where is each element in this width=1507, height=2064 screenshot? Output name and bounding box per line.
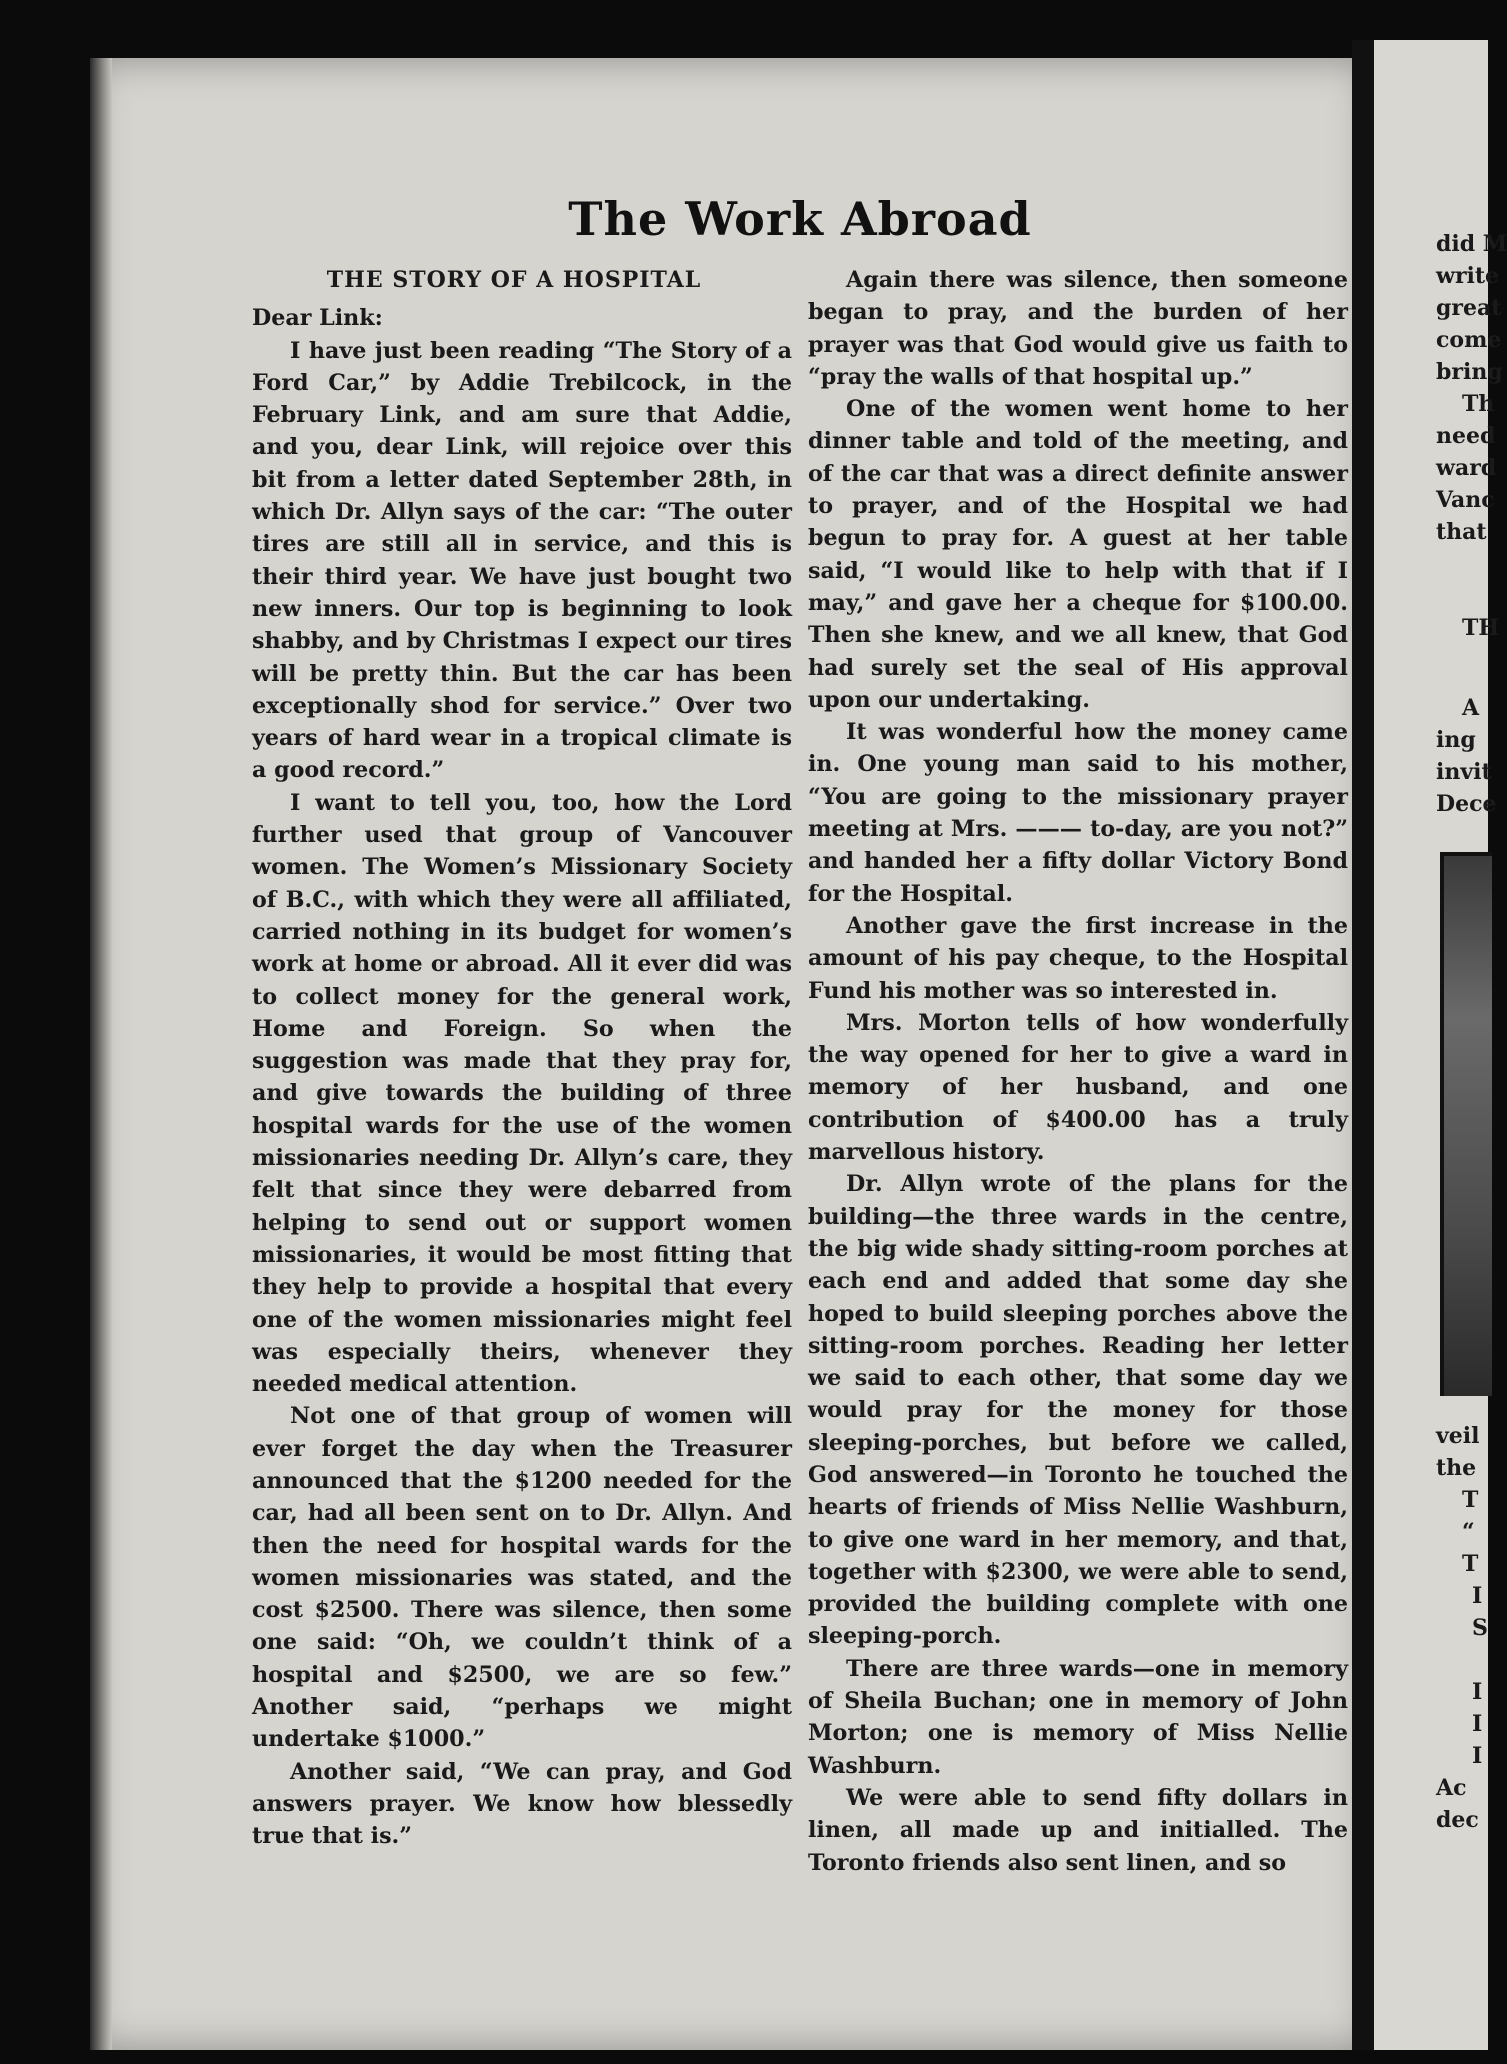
fragment-line: write [1436,263,1500,289]
paragraph: I want to tell you, too, how the Lord further used that group of Vancouver women. The Women’s Missionary Society of B.C., with which they were all affiliated, carried nothing in its budget for women’s work at home or abroad. All it ever did was to collect money for the general work, Home and Foreign. So when the suggestion was made that they pray for, and give towards the building of three hospital wards for the use of the women missionaries needing Dr. Allyn’s care, they felt that since they were debarred from helping to send out or support women missionaries, it would be most fitting that they help to provide a hospital that every one of the women missionaries might feel was especially theirs, whenever they needed medical attention. [252,789,792,1398]
fragment-line: need [1436,423,1496,449]
article-heading: THE STORY OF A HOSPITAL [326,267,702,293]
fragment-line: dec [1436,1807,1479,1833]
paragraph: I have just been reading “The Story of a Ford Car,” by Addie Trebilcock, in the February Link, and am sure that Addie, and you, dear Link, will rejoice over this bit from a letter dated September 28th, in which Dr. Allyn says of the car: “The outer tires are still all in service, and this is their third year. We have just bought two new inners. Our top is beginning to look shabby, and by Christmas I expect our tires will be pretty thin. But the car has been exceptionally shod for service.” Over two years of hard wear in a tropical climate is a good record.” [252,337,792,784]
fragment-line: bring [1436,359,1503,385]
paragraph: Mrs. Morton tells of how wonderfully the way opened for her to give a ward in memory of her husband, and one contribution of $400.00 has a truly marvellous history. [808,1009,1348,1166]
adjacent-page-photo [1440,852,1492,1396]
fragment-line: I [1472,1743,1483,1769]
fragment-line: I [1472,1583,1483,1609]
fragment-line: “ [1462,1519,1475,1545]
fragment-line: invit [1436,759,1492,785]
book-spine-shadow [90,58,112,2050]
fragment-line: come [1436,327,1502,353]
paragraph: There are three wards—one in memory of Sheila Buchan; one in memory of John Morton; one is memory of Miss Nellie Washburn. [808,1655,1348,1779]
paragraph: Again there was silence, then someone began to pray, and the burden of her prayer was that God would give us faith to “pray the walls of that hospital up.” [808,267,1348,390]
fragment-line: T [1462,1487,1479,1513]
paragraph: Dr. Allyn wrote of the plans for the building—the three wards in the centre, the big wide shady sitting-room porches at each end and added that some day she hoped to build sleeping porches above the sitting-room porches. Reading her letter we said to each other, that some day we would pray for the money for those sleeping-porches, but before we called, God answered—in Toronto he touched the hearts of friends of Miss Nellie Washburn, to give one ward in her memory, and that, together with $2300, we were able to send, provided the building complete with one sleeping-porch. [808,1171,1348,1650]
fragment-line: S [1472,1615,1488,1641]
fragment-line: the [1436,1455,1477,1481]
paragraph: Another gave the first increase in the amount of his pay cheque, to the Hospital Fund his mother was so interested in. [808,912,1348,1004]
fragment-line: did M [1436,231,1507,257]
fragment-line: Ac [1436,1775,1467,1801]
paragraph: One of the women went home to her dinner table and told of the meeting, and of the car that was a direct definite answer to prayer, and of the Hospital we had begun to pray for. A guest at her table said, “I would like to help with that if I may,” and gave her a cheque for $100.00. Then she knew, and we all knew, that God had surely set the seal of His approval upon our undertaking. [808,396,1348,713]
right-column [808,264,1348,1879]
paragraph: We were able to send fifty dollars in linen, all made up and initialled. The Toronto friends also sent linen, and so [808,1784,1348,1876]
fragment-line: veil [1436,1423,1480,1449]
fragment-line: Vanc [1436,487,1495,513]
paragraph: It was wonderful how the money came in. One young man said to his mother, “You are going to the missionary prayer meeting at Mrs. ——— to-day, are you not?” and handed her a fifty dollar Victory Bond for the Hospital. [808,719,1348,907]
fragment-line: Th [1462,391,1495,417]
left-column [252,264,792,1853]
fragment-line: Dece [1436,791,1497,817]
fragment-line: ward [1436,455,1497,481]
fragment-line: I [1472,1711,1483,1737]
fragment-line: that [1436,519,1487,545]
fragment-line: great [1436,295,1502,321]
fragment-line: ing [1436,727,1476,753]
page-gutter [1352,40,1374,2050]
salutation: Dear Link: [252,305,383,332]
fragment-line: A [1462,695,1480,721]
fragment-heading: TH [1462,615,1500,641]
paragraph: Another said, “We can pray, and God answers prayer. We know how blessedly true that is.” [252,1758,792,1850]
paragraph: Not one of that group of women will ever forget the day when the Treasurer announced that the $1200 needed for the car, had all been sent on to Dr. Allyn. And then the need for hospital wards for the women missionaries was stated, and the cost $2500. There was silence, then some one said: “Oh, we couldn’t think of a hospital and $2500, we are so few.” Another said, “perhaps we might undertake $1000.” [252,1403,792,1753]
fragment-line: I [1472,1679,1483,1705]
section-title: The Work Abroad [568,192,1032,246]
fragment-line: T [1462,1551,1479,1577]
